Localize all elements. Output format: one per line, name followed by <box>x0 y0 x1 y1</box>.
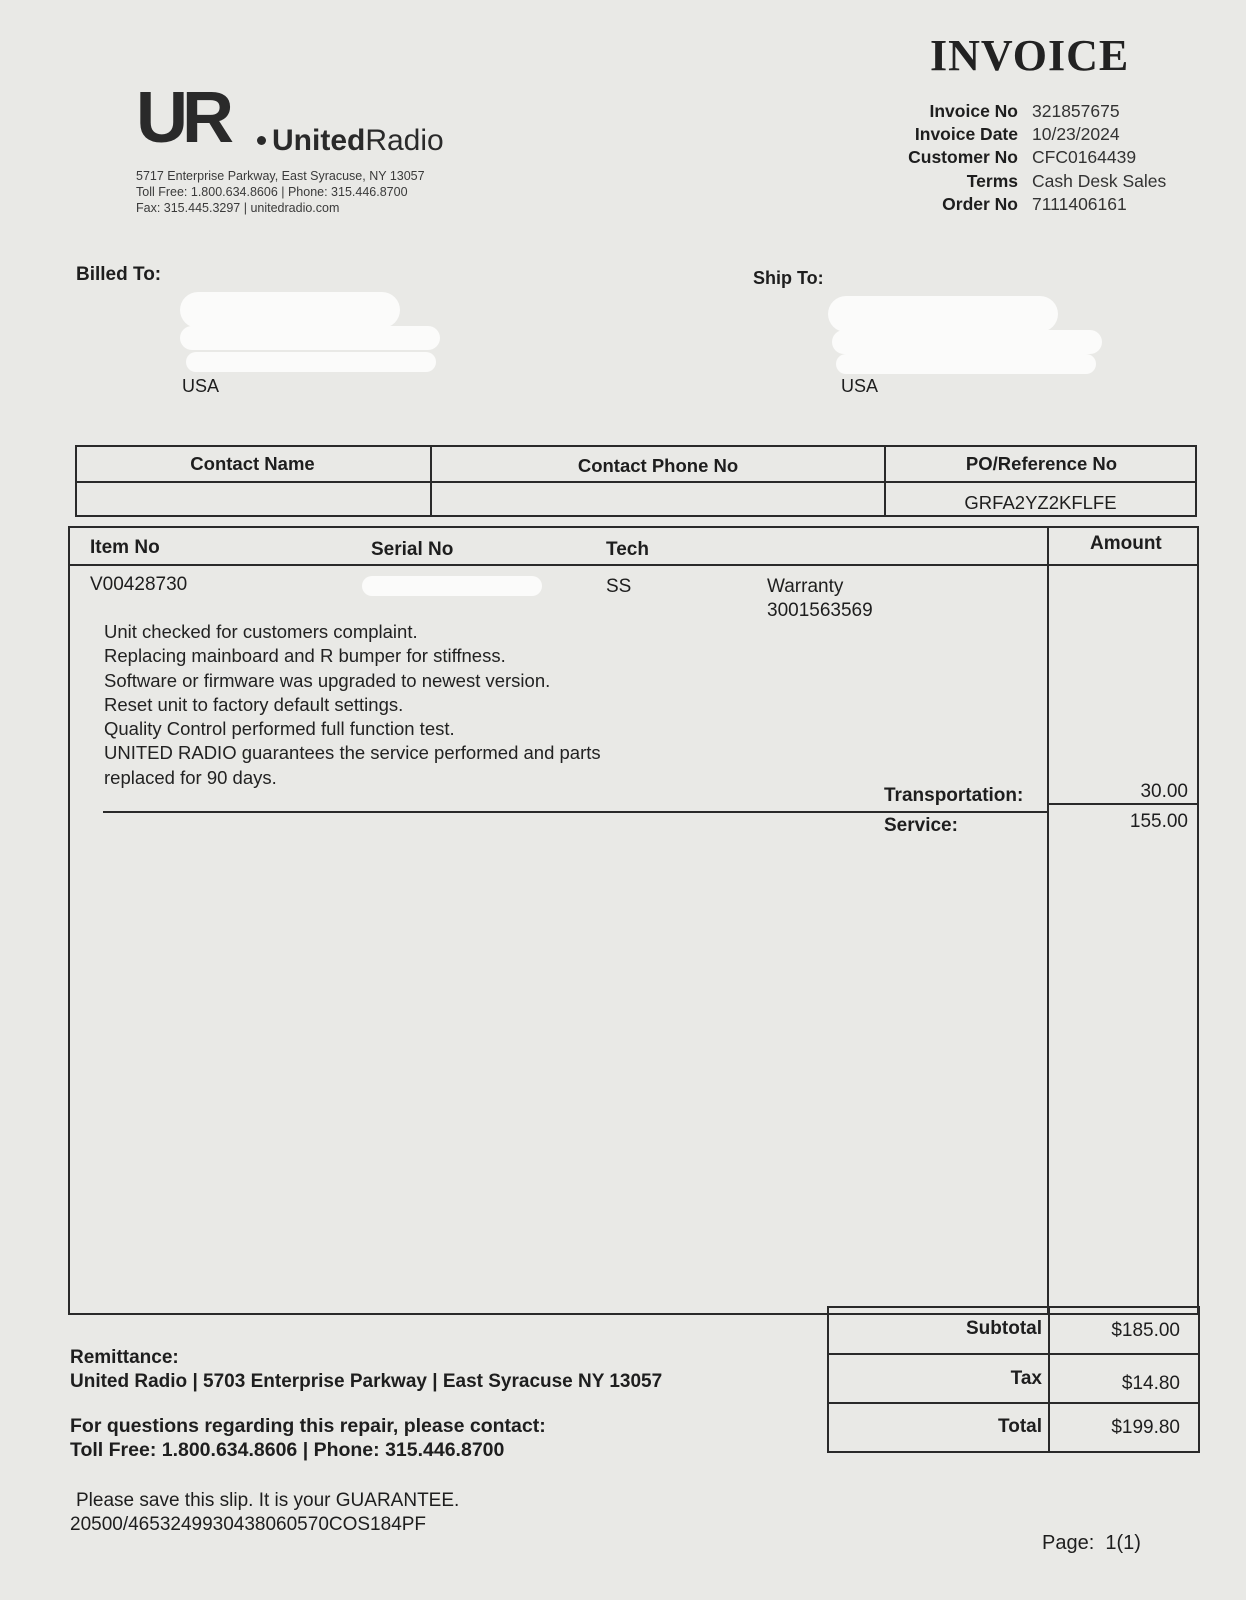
terms-label: Terms <box>966 170 1018 191</box>
page-value: 1(1) <box>1105 1532 1141 1554</box>
redacted-shipping-name <box>828 296 1058 332</box>
redacted-shipping-address <box>832 330 1102 354</box>
billed-country: USA <box>182 376 220 396</box>
redacted-billing-address <box>180 326 440 350</box>
service-description <box>104 620 601 790</box>
tax-label: Tax <box>1010 1368 1042 1389</box>
address-line: Toll Free: 1.800.634.8606 | Phone: 315.446.8700 <box>136 185 408 199</box>
questions-block <box>70 1414 546 1462</box>
ship-to-label: Ship To: <box>753 268 824 288</box>
total-label: Total <box>998 1416 1042 1437</box>
tech-header: Tech <box>606 539 649 560</box>
address-line: Fax: 315.445.3297 | unitedradio.com <box>136 201 340 215</box>
totals-row-divider <box>827 1353 1200 1355</box>
description-line: UNITED RADIO guarantees the service performed and parts <box>104 742 601 764</box>
charges-divider <box>103 811 1047 813</box>
remittance-block <box>70 1346 662 1394</box>
redacted-shipping-city <box>836 354 1096 374</box>
page-label: Page: <box>1042 1532 1095 1554</box>
redacted-billing-name <box>180 292 400 328</box>
description-line: replaced for 90 days. <box>104 766 277 788</box>
amount-divider <box>1049 803 1197 805</box>
warranty-number: 3001563569 <box>767 600 873 621</box>
redacted-serial-no <box>362 576 542 596</box>
address-line: 5717 Enterprise Parkway, East Syracuse, NY 13057 <box>136 169 425 183</box>
description-line: Reset unit to factory default settings. <box>104 693 404 715</box>
po-reference-header: PO/Reference No <box>965 453 1118 474</box>
transportation-label: Transportation: <box>884 785 1024 806</box>
remittance-label: Remittance: <box>70 1347 179 1368</box>
contact-phone-header: Contact Phone No <box>577 455 739 476</box>
ship-country: USA <box>841 376 879 396</box>
warranty-info <box>767 575 873 623</box>
contact-name-header: Contact Name <box>190 453 315 474</box>
company-name-bold: United <box>272 124 366 157</box>
customer-no-label: Customer No <box>908 147 1018 168</box>
description-line: Quality Control performed full function test. <box>104 718 455 740</box>
billed-to-label: Billed To: <box>76 264 162 285</box>
amount-header: Amount <box>1090 533 1162 554</box>
transportation-amount: 30.00 <box>1140 781 1188 802</box>
serial-no-header: Serial No <box>371 539 454 560</box>
invoice-meta-values <box>1032 100 1166 216</box>
customer-no-value: CFC0164439 <box>1032 147 1137 168</box>
service-amount: 155.00 <box>1129 811 1188 832</box>
invoice-date-value: 10/23/2024 <box>1032 124 1120 145</box>
invoice-no-label: Invoice No <box>929 101 1018 121</box>
page-indicator <box>1042 1532 1141 1555</box>
description-line: Software or firmware was upgraded to newest version. <box>104 669 551 691</box>
logo-dot <box>257 136 266 145</box>
description-line: Replacing mainboard and R bumper for stiffness. <box>104 645 506 667</box>
terms-value: Cash Desk Sales <box>1032 170 1167 191</box>
total-value: $199.80 <box>1111 1417 1180 1438</box>
items-header-divider <box>70 564 1197 566</box>
invoice-no-value: 321857675 <box>1032 101 1120 121</box>
warranty-label: Warranty <box>767 576 844 597</box>
description-line: Unit checked for customers complaint. <box>104 621 418 642</box>
contact-table-divider <box>75 481 1197 483</box>
company-name-light: Radio <box>365 124 444 157</box>
item-no-header: Item No <box>90 537 160 558</box>
po-reference-value: GRFA2YZ2KFLFE <box>964 492 1117 513</box>
subtotal-value: $185.00 <box>1111 1320 1180 1341</box>
tax-value: $14.80 <box>1121 1373 1180 1394</box>
invoice-title: INVOICE <box>930 31 1130 80</box>
invoice-date-label: Invoice Date <box>914 124 1018 145</box>
remittance-address: United Radio | 5703 Enterprise Parkway | East Syracuse NY 13057 <box>70 1371 663 1392</box>
amount-column-divider <box>1047 526 1049 1315</box>
company-logo-mark: UR <box>136 78 228 158</box>
contact-phones: Toll Free: 1.800.634.8606 | Phone: 315.446.8700 <box>70 1439 505 1461</box>
service-label: Service: <box>884 815 958 836</box>
questions-line: For questions regarding this repair, please contact: <box>70 1415 546 1437</box>
order-no-value: 7111406161 <box>1032 193 1127 214</box>
tech-value: SS <box>606 576 632 597</box>
subtotal-label: Subtotal <box>966 1318 1042 1339</box>
company-address <box>136 168 425 216</box>
guarantee-note: Please save this slip. It is your GUARANTEE. <box>76 1490 460 1511</box>
slip-code: 20500/4653249930438060570COS184PF <box>70 1514 427 1535</box>
redacted-billing-city <box>186 352 436 372</box>
invoice-meta-labels <box>908 100 1018 216</box>
company-name <box>272 124 444 158</box>
item-no-value: V00428730 <box>90 574 188 595</box>
totals-row-divider <box>827 1402 1200 1404</box>
order-no-label: Order No <box>942 193 1018 214</box>
